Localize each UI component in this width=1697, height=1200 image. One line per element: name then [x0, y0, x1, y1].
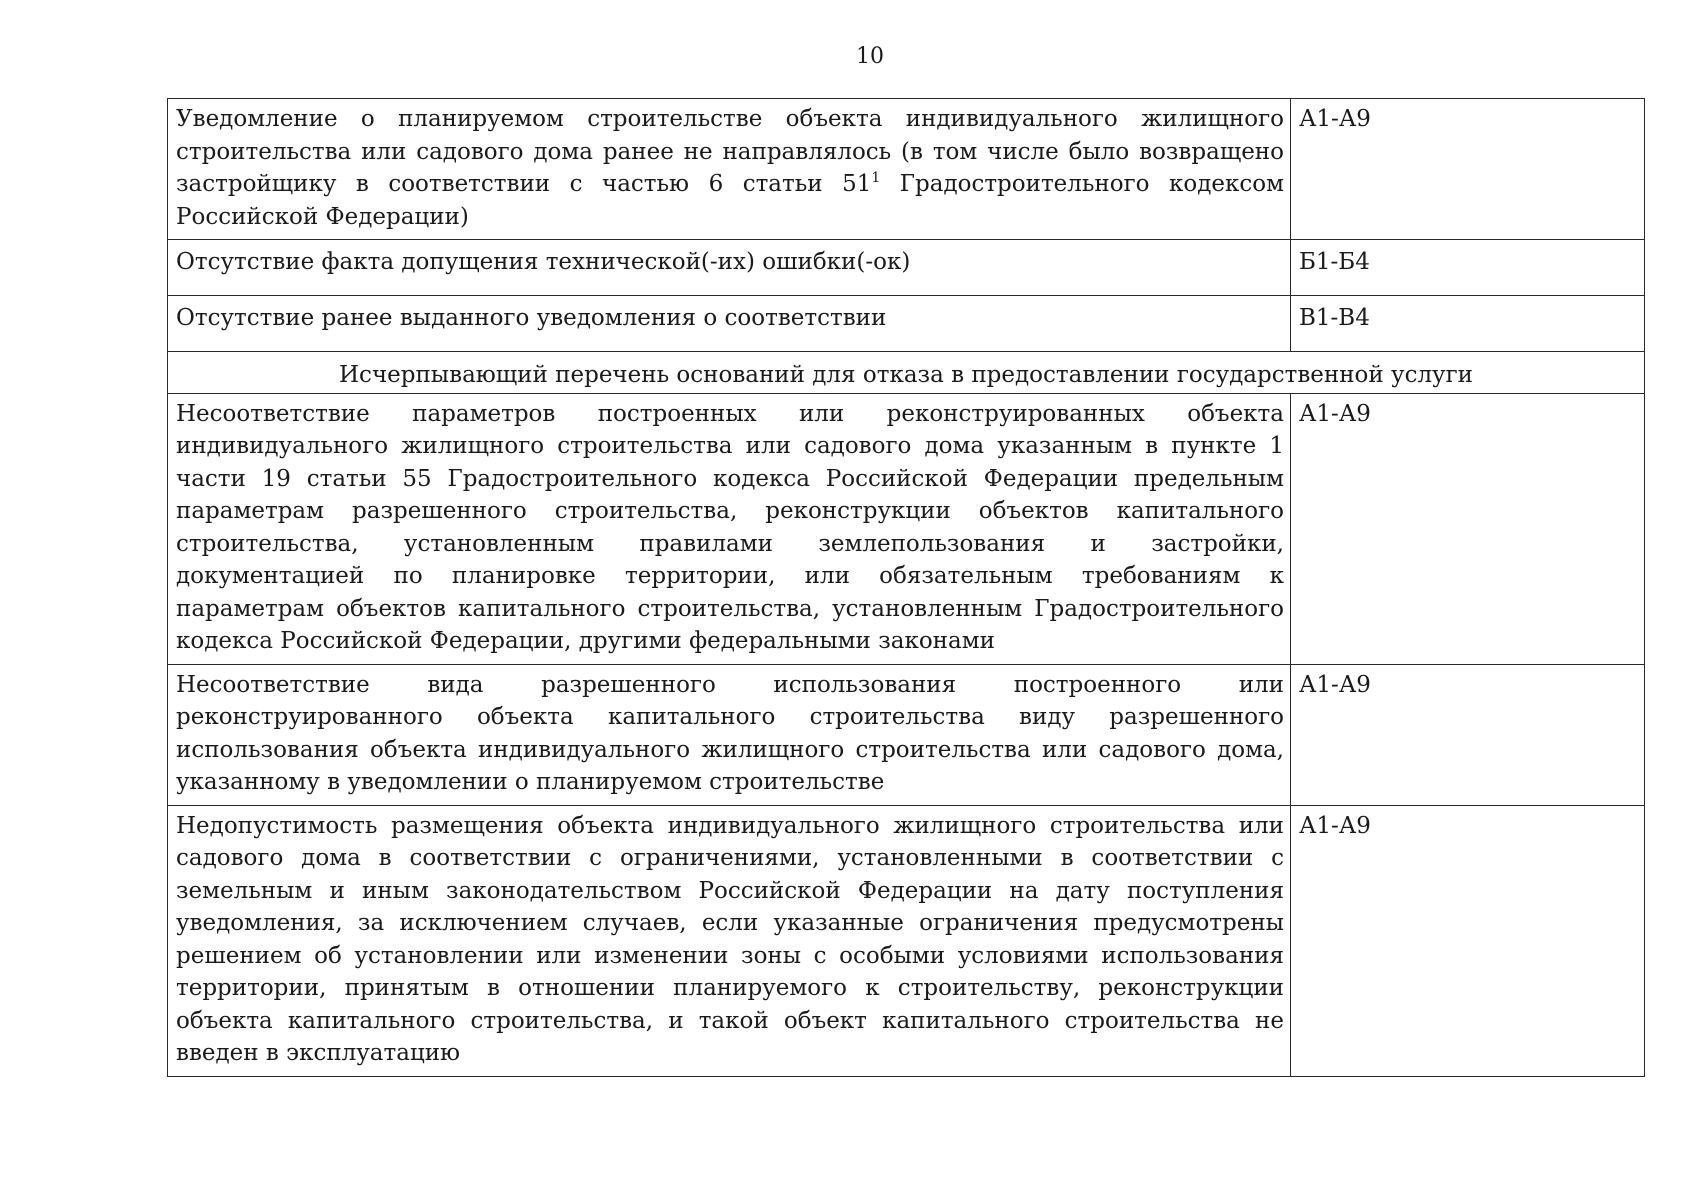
grounds-table — [167, 98, 1645, 1077]
row-code: А1-А9 — [1291, 805, 1645, 1076]
row-code: А1-А9 — [1291, 393, 1645, 664]
table-row — [168, 99, 1645, 240]
row-code: Б1-Б4 — [1291, 240, 1645, 296]
row-code: А1-А9 — [1291, 99, 1645, 240]
row-text-continued: Градостроительного кодексом Российской Федерации) — [176, 171, 1284, 230]
row-code: А1-А9 — [1291, 664, 1645, 805]
row-description: Недопустимость размещения объекта индивидуального жилищного строительства или садового дома в соответствии с ограничениями, установленными в соответствии с земельным и иным законодательством Российской Федерации на дату поступления уведомления, за исключением случаев, если указанные ограничения предусмотрены решением об установлении или изменении зоны с особыми условиями использования территории, принятым в отношении планируемого к строительству, реконструкции объекта капитального строительства, и такой объект капитального строительства не введен в эксплуатацию — [168, 805, 1291, 1076]
row-description — [168, 99, 1291, 240]
row-description: Несоответствие вида разрешенного использования построенного или реконструированного объекта капитального строительства виду разрешенного использования объекта индивидуального жилищного строительства или садового дома, указанному в уведомлении о планируемом строительстве — [168, 664, 1291, 805]
row-text: Уведомление о планируемом строительстве объекта индивидуального жилищного строительства или садового дома ранее не направлялось (в том числе было возвращено застройщику в соответствии с частью 6 статьи 51 — [176, 106, 1284, 197]
row-description: Отсутствие ранее выданного уведомления о соответствии — [168, 296, 1291, 352]
table-row — [168, 805, 1645, 1076]
table-row — [168, 296, 1645, 352]
row-description: Несоответствие параметров построенных или реконструированных объекта индивидуального жилищного строительства или садового дома указанным в пункте 1 части 19 статьи 55 Градостроительного кодекса Российской Федерации предельным параметрам разрешенного строительства, реконструкции объектов капитального строительства, установленным правилами землепользования и застройки, документацией по планировке территории, или обязательным требованиям к параметрам объектов капитального строительства, установленным Градостроительного кодекса Российской Федерации, другими федеральными законами — [168, 393, 1291, 664]
row-code: В1-В4 — [1291, 296, 1645, 352]
section-heading-row — [168, 352, 1645, 394]
table-row — [168, 664, 1645, 805]
row-description: Отсутствие факта допущения технической(-их) ошибки(-ок) — [168, 240, 1291, 296]
page-number: 10 — [856, 44, 884, 69]
table-row — [168, 240, 1645, 296]
table-row — [168, 393, 1645, 664]
article-superscript: 1 — [871, 170, 881, 186]
section-heading: Исчерпывающий перечень оснований для отказа в предоставлении государственной услуги — [168, 352, 1645, 394]
